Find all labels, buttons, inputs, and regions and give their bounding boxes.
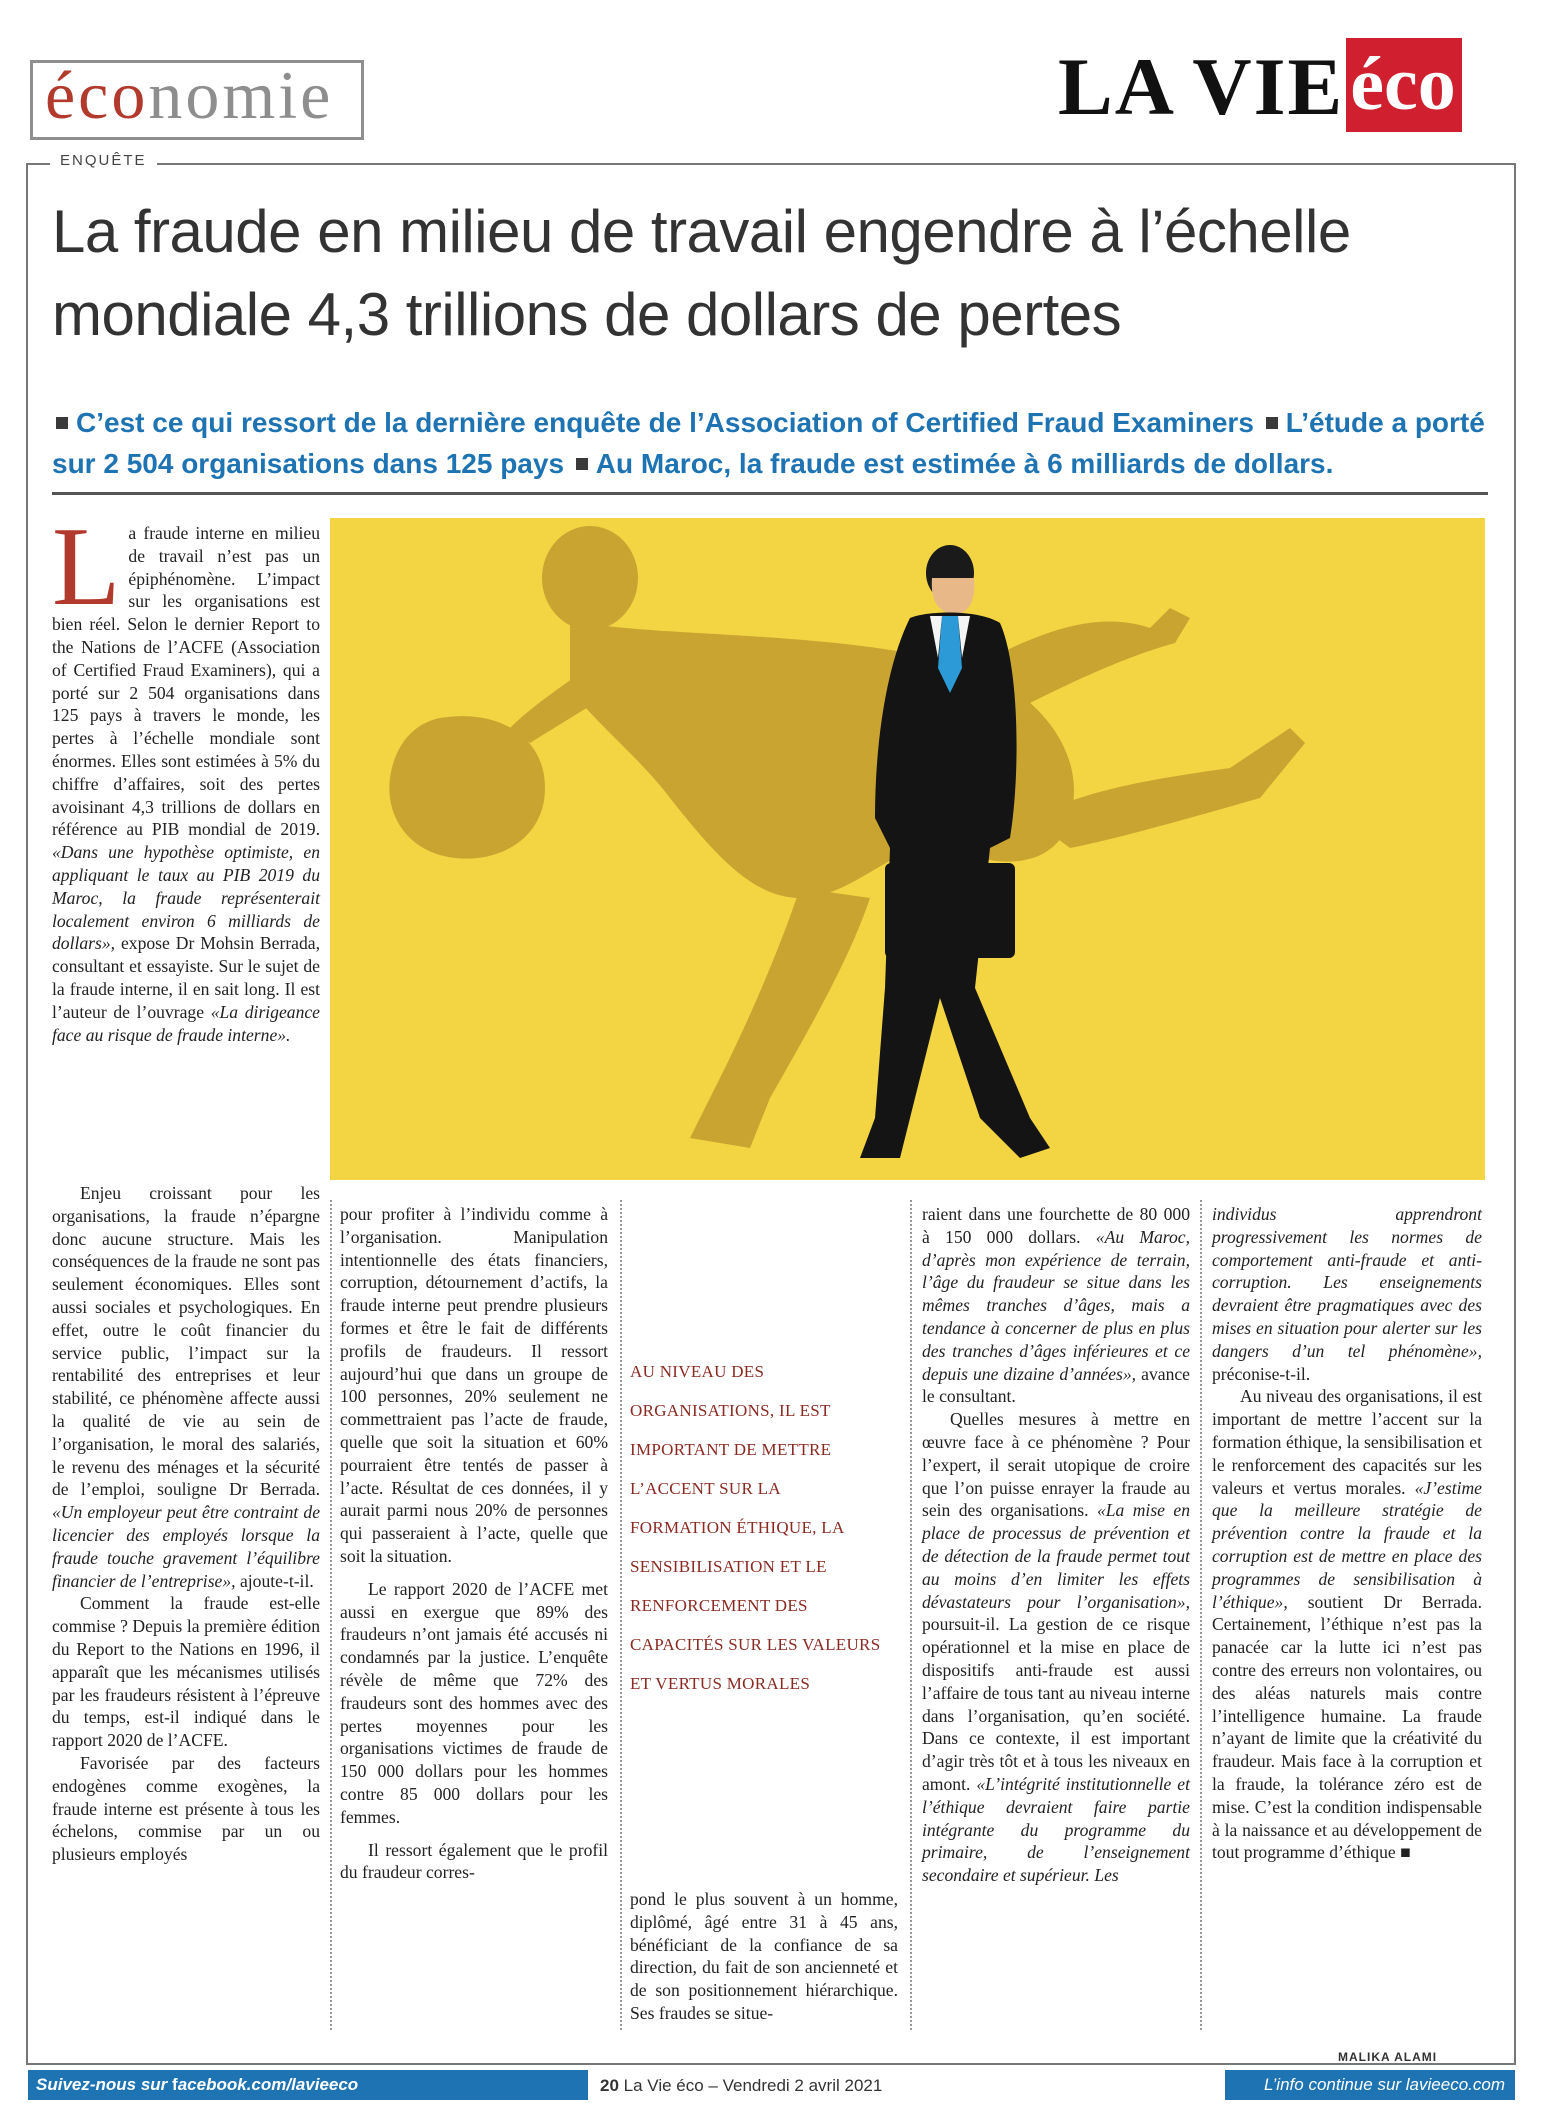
lead-item-3: Au Maroc, la fraude est estimée à 6 milliards de dollars.: [595, 448, 1334, 479]
footer-folio: [600, 2071, 960, 2101]
paragraph-text: pour profiter à l’individu comme à l’organisation. Manipulation intentionnelle des états financiers, corruption, détournement d’actifs, la fraude interne peut prendre plusieurs formes et être le fait de différents profils de fraudeurs. Il ressort aujourd’hui que dans un groupe de 100 personnes, 20% seulement ne commettraient pas l’acte de fraude, quelle que soit la situation et 60% pourraient être tentés de passer à l’acte. Résultat de ces données, il y aurait parmi nous 20% de personnes qui passeraient à l’acte, quelle que soit la situation.: [340, 1204, 608, 1566]
paragraph-text: Favorisée par des facteurs endogènes comme exogènes, la fraude interne est présente à tous les échelons, commise par un ou plusieurs employés: [52, 1752, 320, 1865]
paragraph-text: expose Dr Mohsin Berrada, consultant et essayiste. Sur le sujet de la fraude interne, il en sait long. Il est l’auteur de l’ouvrage: [52, 933, 320, 1022]
column-divider: [620, 1200, 622, 2030]
quote-text: «Dans une hypothèse optimiste, en appliquant le taux au PIB 2019 du Maroc, la fraude représenterait localement environ 6 milliards de dollars»,: [52, 842, 320, 954]
issue-date: La Vie éco – Vendredi 2 avril 2021: [623, 2076, 883, 2095]
logo-la-vie: LA VIE: [1058, 41, 1345, 132]
facebook-icon: f: [172, 2075, 178, 2094]
rubric-part-2: nomie: [148, 57, 334, 133]
section-rubric: [45, 56, 333, 135]
lead-item-2: L’étude a porté sur 2 504 organisations dans 125 pays: [52, 407, 1485, 479]
footer-social-prefix: Suivez-nous sur: [36, 2075, 168, 2094]
bullet-square-icon: [1266, 417, 1278, 429]
quote-text: «La dirigeance face au risque de fraude interne».: [52, 1001, 320, 1045]
column-divider: [330, 1200, 332, 2030]
article-lead: [52, 402, 1492, 484]
quote-text: «Un employeur peut être contraint de licencier des employés lorsque la fraude touche gravement l’équilibre financier de l’entreprise»,: [52, 1502, 320, 1591]
paragraph-text: Au niveau des organisations, il est important de mettre l’accent sur la formation éthique, la sensibilisation et le renforcement des capacités sur les valeurs et vertus morales.: [1212, 1386, 1482, 1498]
end-mark: ■: [1400, 1842, 1411, 1863]
drop-cap: L: [52, 505, 121, 629]
la-vie-eco-logo: [1058, 38, 1462, 132]
paragraph-text: pond le plus souvent à un homme, diplômé, âgé entre 31 à 45 ans, bénéficiant de la confiance de sa direction, du fait de son ancienneté et de son positionnement hiérarchique. Ses fraudes se situe-: [630, 1889, 898, 2023]
footer-website[interactable]: L’info continue sur lavieeco.com: [1225, 2070, 1515, 2100]
author-signature: MALIKA ALAMI: [1338, 2050, 1438, 2064]
footer-social[interactable]: [28, 2070, 588, 2100]
logo-eco: éco: [1346, 38, 1461, 132]
quote-text: «L’intégrité institutionnelle et l’éthique devraient faire partie intégrante du programme du primaire, de l’enseignement secondaire et supérieur. Les: [922, 1773, 1190, 1886]
quote-text: «La mise en place de processus de prévention et de détection de la fraude permet tout au moins d’en limiter les effets dévastateurs pour l’organisation»,: [922, 1500, 1190, 1612]
paragraph-text: préconise-t-il.: [1212, 1363, 1311, 1384]
paragraph-text: Il ressort également que le profil du fraudeur corres-: [340, 1839, 608, 1883]
facebook-link[interactable]: acebook.com/lavieeco: [177, 2075, 359, 2094]
bullet-square-icon: [56, 417, 68, 429]
paragraph-text: raient dans une fourchette de 80 000 à 150 000 dollars.: [922, 1204, 1190, 1247]
page-number: 20: [600, 2076, 619, 2095]
column-divider: [910, 1200, 912, 2030]
section-tag: ENQUÊTE: [50, 152, 157, 169]
illustration-businessman-shadow: [330, 518, 1485, 1180]
paragraph-text: ajoute-t-il.: [239, 1570, 314, 1591]
paragraph-text: Le rapport 2020 de l’ACFE met aussi en exergue que 89% des fraudeurs n’ont jamais été accusés ni condamnés par la justice. L’enquête révèle de même que 72% des fraudeurs sont des hommes avec des pertes moyennes pour les organisations victimes de fraude de 150 000 dollars pour les hommes contre 85 000 dollars pour les femmes.: [340, 1578, 608, 1827]
paragraph-text: a fraude interne en milieu de travail n’est pas un épiphénomène. L’impact sur les organisations est bien réel. Selon le dernier Report to the Nations de l’ACFE (Association of Certified Fraud Examiners), qui a porté sur 2 504 organisations dans 125 pays à travers le monde, les pertes à l’échelle mondiale sont énormes. Elles sont estimées à 5% du chiffre d’affaires, soit des pertes avoisinant 4,3 trillions de dollars en référence au PIB mondial de 2019.: [52, 523, 320, 840]
paragraph-text: Enjeu croissant pour les organisations, la fraude n’épargne donc aucune structure. Mais les conséquences de la fraude ne sont pas seulement économiques. Elles sont aussi sociales et psychologiques. En effet, outre le coût financier du service public, l’impact sur la rentabilité des entreprises et leur stabilité, ce phénomène affecte aussi la qualité de vie au sein de l’organisation, le moral des salariés, le revenu des ménages et la sécurité de l’emploi, souligne Dr Berrada.: [52, 1183, 320, 1500]
lead-item-1: C’est ce qui ressort de la dernière enquête de l’Association of Certified Fraud Examiners: [76, 407, 1254, 438]
article-title: La fraude en milieu de travail engendre à l’échelle mondiale 4,3 trillions de dollars de pertes: [52, 198, 1351, 348]
paragraph-text: Comment la fraude est-elle commise ? Depuis la première édition du Report to the Nations en 1996, il apparaît que les mécanismes utilisés par les fraudeurs résistent à l’épreuve du temps, est-il indiqué dans le rapport 2020 de l’ACFE.: [52, 1593, 320, 1751]
paragraph-text: soutient Dr Berrada. Certainement, l’éthique n’est pas la panacée car la lutte ici n’est pas contre des erreurs non volontaires, ou des aléas naturels mais contre l’intelligence humaine. La fraude n’ayant de limite que la créativité du fraudeur. Mais face à la corruption et la fraude, la tolérance zéro est de mise. C’est la condition indispensable à la naissance et au développement de tout programme d’éthique: [1212, 1591, 1482, 1863]
quote-text: individus apprendront progressivement les normes de comportement anti-fraude et anti-corruption. Les enseignements devraient être pragmatiques avec des mises en situation pour alerter sur les dangers d’un tel phénomène»,: [1212, 1204, 1482, 1361]
quote-text: «J’estime que la meilleure stratégie de prévention contre la fraude et la corruption est de mettre en place des programmes de sensibilisation à l’éthique»,: [1212, 1477, 1482, 1612]
paragraph-text: Quelles mesures à mettre en œuvre face à ce phénomène ? Pour l’expert, il serait utopique de croire que l’on puisse enrayer la fraude au sein des organisations.: [922, 1409, 1190, 1521]
column-2: [340, 1203, 608, 1884]
rubric-part-1: éco: [45, 57, 149, 133]
pull-quote: AU NIVEAU DES ORGANISATIONS, IL EST IMPORTANT DE METTRE L’ACCENT SUR LA FORMATION ÉTHIQUE, LA SENSIBILISATION ET LE RENFORCEMENT DES CAPACITÉS SUR LES VALEURS ET VERTUS MORALES: [630, 1362, 881, 1693]
column-divider: [1200, 1200, 1202, 2030]
paragraph-text: avance le consultant.: [922, 1363, 1190, 1407]
column-4: [922, 1203, 1190, 1887]
bullet-square-icon: [576, 458, 588, 470]
lead-divider: [52, 492, 1488, 495]
column-3-bottom: [630, 1888, 898, 2025]
column-1-top: [52, 505, 320, 1046]
paragraph-text: poursuit-il. La gestion de ce risque opérationnel et la mise en place de dispositifs anti-fraude est aussi l’affaire de tous tant au niveau interne dans l’organisation, qu’en société. Dans ce contexte, il est important d’agir très tôt et à tous les niveaux en amont.: [922, 1614, 1190, 1794]
column-1-bottom: [52, 1182, 320, 1866]
column-5: [1212, 1203, 1482, 1864]
quote-text: «Au Maroc, d’après mon expérience de terrain, l’âge du fraudeur se situe dans les mêmes tranches d’âges, mais a tendance à concerner de plus en plus des tranches d’âges inférieures et ce depuis une dizaine d’années»,: [922, 1226, 1190, 1384]
